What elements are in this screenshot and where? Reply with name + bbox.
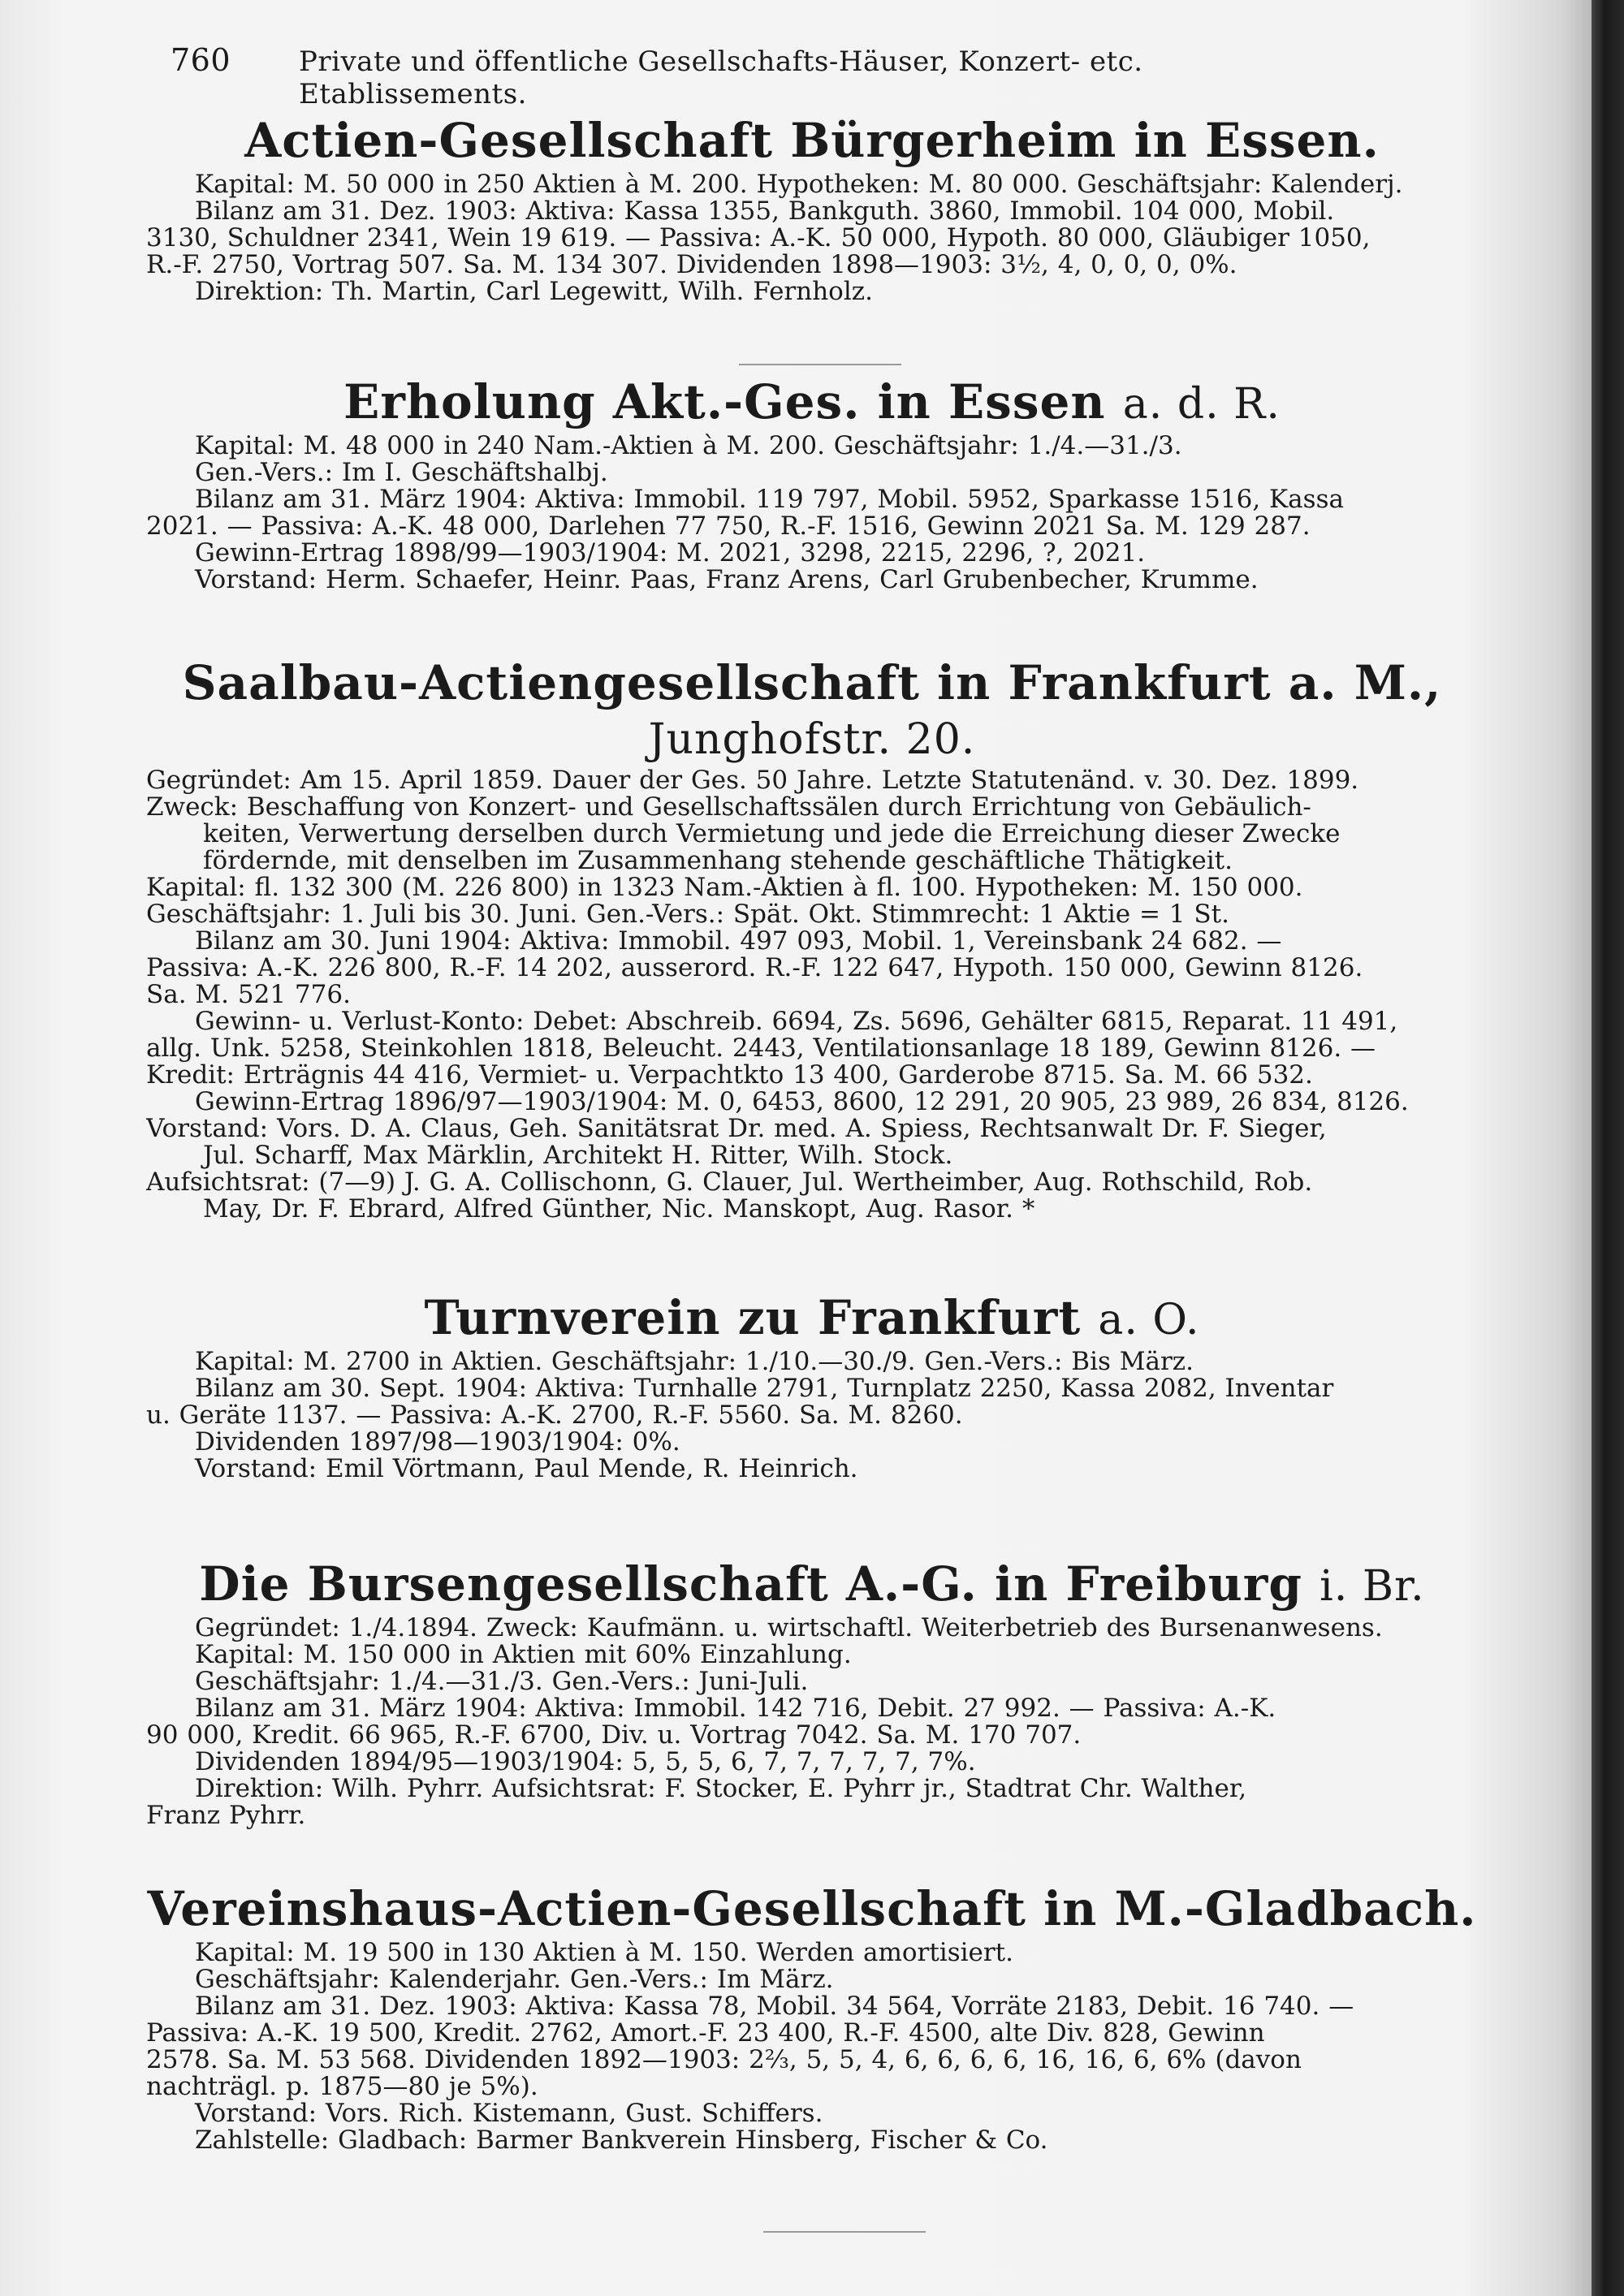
entry-line: Geschäftsjahr: 1./4.—31./3. Gen.-Vers.: Juni-Juli. — [195, 1668, 809, 1695]
entry-line: Sa. M. 521 776. — [146, 982, 351, 1009]
entry-title-main: Erholung Akt.-Ges. in Essen — [343, 374, 1106, 429]
entry-title-main: Saalbau-Actiengesellschaft in Frankfurt a. M., — [182, 655, 1442, 710]
entry-line: Bilanz am 30. Sept. 1904: Aktiva: Turnhalle 2791, Turnplatz 2250, Kassa 2082, Inventar — [195, 1375, 1334, 1402]
entry-erholung-essen — [146, 375, 1478, 593]
entry-line: Gewinn- u. Verlust-Konto: Debet: Abschreib. 6694, Zs. 5696, Gehälter 6815, Reparat. 11 491, — [195, 1008, 1398, 1036]
entry-line: Bilanz am 30. Juni 1904: Aktiva: Immobil. 497 093, Mobil. 1, Vereinsbank 24 682. — — [195, 928, 1282, 956]
page-header — [171, 42, 1372, 110]
entry-turnverein-frankfurt — [146, 1291, 1478, 1482]
entry-line: Vorstand: Vors. Rich. Kistemann, Gust. Schiffers. — [195, 2100, 823, 2127]
entry-line: Gen.-Vers.: Im I. Geschäftshalbj. — [195, 459, 608, 486]
entry-line: Kapital: M. 19 500 in 130 Aktien à M. 150. Werden amortisiert. — [195, 1939, 1013, 1966]
entry-title-suffix: a. O. — [1098, 1296, 1200, 1344]
entry-line: Franz Pyhrr. — [146, 1802, 306, 1829]
separator-rule — [763, 2231, 926, 2233]
running-title: Private und öffentliche Gesellschafts-Häuser, Konzert- etc. Etablissements. — [299, 45, 1143, 110]
entry-line: keiten, Verwertung derselben durch Vermietung und jede die Erreichung dieser Zwecke — [203, 821, 1341, 848]
entry-body — [146, 1349, 1478, 1482]
entry-title-main: Die Bursengesellschaft A.-G. in Freiburg — [199, 1556, 1302, 1612]
separator-rule — [739, 364, 901, 365]
entry-title — [146, 1557, 1478, 1612]
entry-line: Kredit: Erträgnis 44 416, Vermiet- u. Verpachtkto 13 400, Garderobe 8715. Sa. M. 66 532. — [146, 1062, 1313, 1090]
entry-body — [146, 1615, 1478, 1829]
entry-saalbau-frankfurt — [146, 656, 1478, 1223]
entry-line: Geschäftsjahr: Kalenderjahr. Gen.-Vers.: Im März. — [195, 1966, 834, 1993]
entry-line: Kapital: M. 48 000 in 240 Nam.-Aktien à M. 200. Geschäftsjahr: 1./4.—31./3. — [195, 432, 1182, 460]
entry-buergerheim-essen — [146, 114, 1478, 305]
entry-bursengesellschaft-freiburg — [146, 1557, 1478, 1829]
entry-line: u. Geräte 1137. — Passiva: A.-K. 2700, R.-F. 5560. Sa. M. 8260. — [146, 1401, 963, 1429]
entry-line: 2578. Sa. M. 53 568. Dividenden 1892—1903: 2⅔, 5, 5, 4, 6, 6, 6, 6, 16, 16, 6, 6% (davon — [146, 2046, 1302, 2074]
entry-title — [146, 1291, 1478, 1345]
entry-line: Gewinn-Ertrag 1898/99—1903/1904: M. 2021, 3298, 2215, 2296, ?, 2021. — [195, 539, 1146, 567]
entry-line: Gewinn-Ertrag 1896/97—1903/1904: M. 0, 6453, 8600, 12 291, 20 905, 23 989, 26 834, 8126. — [195, 1089, 1409, 1116]
entry-line: Bilanz am 31. März 1904: Aktiva: Immobil. 142 716, Debit. 27 992. — Passiva: A.-K. — [195, 1694, 1276, 1722]
entry-body — [146, 171, 1478, 305]
entry-line: Passiva: A.-K. 226 800, R.-F. 14 202, ausserord. R.-F. 122 647, Hypoth. 150 000, Gewinn 8126. — [146, 955, 1363, 982]
entry-line: Vorstand: Vors. D. A. Claus, Geh. Sanitätsrat Dr. med. A. Spiess, Rechtsanwalt Dr. F. Sieger, — [146, 1116, 1327, 1143]
entry-line: Kapital: fl. 132 300 (M. 226 800) in 1323 Nam.-Aktien à fl. 100. Hypotheken: M. 150 000. — [146, 874, 1303, 902]
entry-line: Passiva: A.-K. 19 500, Kredit. 2762, Amort.-F. 23 400, R.-F. 4500, alte Div. 828, Gewinn — [146, 2019, 1265, 2047]
entry-body — [146, 1940, 1478, 2154]
entry-line: 90 000, Kredit. 66 965, R.-F. 6700, Div. u. Vortrag 7042. Sa. M. 170 707. — [146, 1721, 1082, 1749]
entry-line: fördernde, mit denselben im Zusammenhang stehende geschäftliche Thätigkeit. — [203, 848, 1233, 875]
entry-line: Zahlstelle: Gladbach: Barmer Bankverein Hinsberg, Fischer & Co. — [195, 2126, 1048, 2154]
entry-line: Gegründet: 1./4.1894. Zweck: Kaufmänn. u. wirtschaftl. Weiterbetrieb des Bursenanwesens. — [195, 1614, 1383, 1642]
entry-title-main: Turnverein zu Frankfurt — [424, 1290, 1082, 1345]
entry-line: Vorstand: Emil Vörtmann, Paul Mende, R. Heinrich. — [195, 1455, 858, 1482]
entry-line: nachträgl. p. 1875—80 je 5%). — [146, 2073, 538, 2100]
entry-line: Bilanz am 31. März 1904: Aktiva: Immobil. 119 797, Mobil. 5952, Sparkasse 1516, Kassa — [195, 486, 1344, 513]
entry-title — [146, 656, 1478, 764]
entry-body — [146, 433, 1478, 593]
entry-line: May, Dr. F. Ebrard, Alfred Günther, Nic. Manskopt, Aug. Rasor. * — [203, 1196, 1035, 1224]
entry-line: R.-F. 2750, Vortrag 507. Sa. M. 134 307. Dividenden 1898—1903: 3½, 4, 0, 0, 0, 0%. — [146, 251, 1237, 278]
page-number: 760 — [171, 42, 231, 78]
entry-line: Geschäftsjahr: 1. Juli bis 30. Juni. Gen.-Vers.: Spät. Okt. Stimmrecht: 1 Aktie = 1 St. — [146, 901, 1229, 929]
entry-line: Bilanz am 31. Dez. 1903: Aktiva: Kassa 1355, Bankguth. 3860, Immobil. 104 000, Mobil. — [195, 197, 1335, 225]
entry-line: Aufsichtsrat: (7—9) J. G. A. Collischonn, G. Clauer, Jul. Wertheimber, Aug. Rothschild, Rob. — [146, 1169, 1313, 1197]
entry-title-suffix: a. d. R. — [1122, 380, 1281, 429]
entry-title: Vereinshaus-Actien-Gesellschaft in M.-Gladbach. — [147, 1881, 1477, 1936]
entry-line: Dividenden 1897/98—1903/1904: 0%. — [195, 1428, 680, 1456]
entry-title: Actien-Gesellschaft Bürgerheim in Essen. — [244, 113, 1380, 168]
entry-title-suffix: i. Br. — [1320, 1562, 1425, 1611]
entry-line: 2021. — Passiva: A.-K. 48 000, Darlehen 77 750, R.-F. 1516, Gewinn 2021 Sa. M. 129 287. — [146, 512, 1311, 540]
entry-line: Dividenden 1894/95—1903/1904: 5, 5, 5, 6, 7, 7, 7, 7, 7, 7%. — [195, 1748, 976, 1776]
entry-line: Vorstand: Herm. Schaefer, Heinr. Paas, Franz Arens, Carl Grubenbecher, Krumme. — [195, 566, 1259, 593]
page-edge-shadow — [1592, 0, 1624, 2296]
entry-line: allg. Unk. 5258, Steinkohlen 1818, Beleucht. 2443, Ventilationsanlage 18 189, Gewinn 8126. — — [146, 1035, 1376, 1063]
entry-vereinshaus-gladbach — [146, 1882, 1478, 2154]
entry-line: Kapital: M. 2700 in Aktien. Geschäftsjahr: 1./10.—30./9. Gen.-Vers.: Bis März. — [195, 1348, 1194, 1375]
entry-body — [146, 767, 1478, 1223]
entry-line: Kapital: M. 50 000 in 250 Aktien à M. 200. Hypotheken: M. 80 000. Geschäftsjahr: Kalenderj. — [195, 170, 1403, 198]
entry-line: Gegründet: Am 15. April 1859. Dauer der Ges. 50 Jahre. Letzte Statutenänd. v. 30. Dez. 1899. — [146, 767, 1359, 795]
entry-title — [146, 375, 1478, 429]
entry-line: Direktion: Th. Martin, Carl Legewitt, Wilh. Fernholz. — [195, 278, 873, 305]
entry-line: Jul. Scharff, Max Märklin, Architekt H. Ritter, Wilh. Stock. — [203, 1142, 953, 1170]
entry-line: Zweck: Beschaffung von Konzert- und Gesellschaftssälen durch Errichtung von Gebäulich- — [146, 794, 1311, 822]
entry-line: 3130, Schuldner 2341, Wein 19 619. — Passiva: A.-K. 50 000, Hypoth. 80 000, Gläubiger 1050, — [146, 224, 1371, 252]
entry-line: Direktion: Wilh. Pyhrr. Aufsichtsrat: F. Stocker, E. Pyhrr jr., Stadtrat Chr. Walther, — [195, 1775, 1247, 1802]
entry-title-suffix: Junghofstr. 20. — [648, 714, 976, 764]
entry-line: Kapital: M. 150 000 in Aktien mit 60% Einzahlung. — [195, 1641, 852, 1668]
entry-line: Bilanz am 31. Dez. 1903: Aktiva: Kassa 78, Mobil. 34 564, Vorräte 2183, Debit. 16 740. — — [195, 1992, 1354, 2020]
